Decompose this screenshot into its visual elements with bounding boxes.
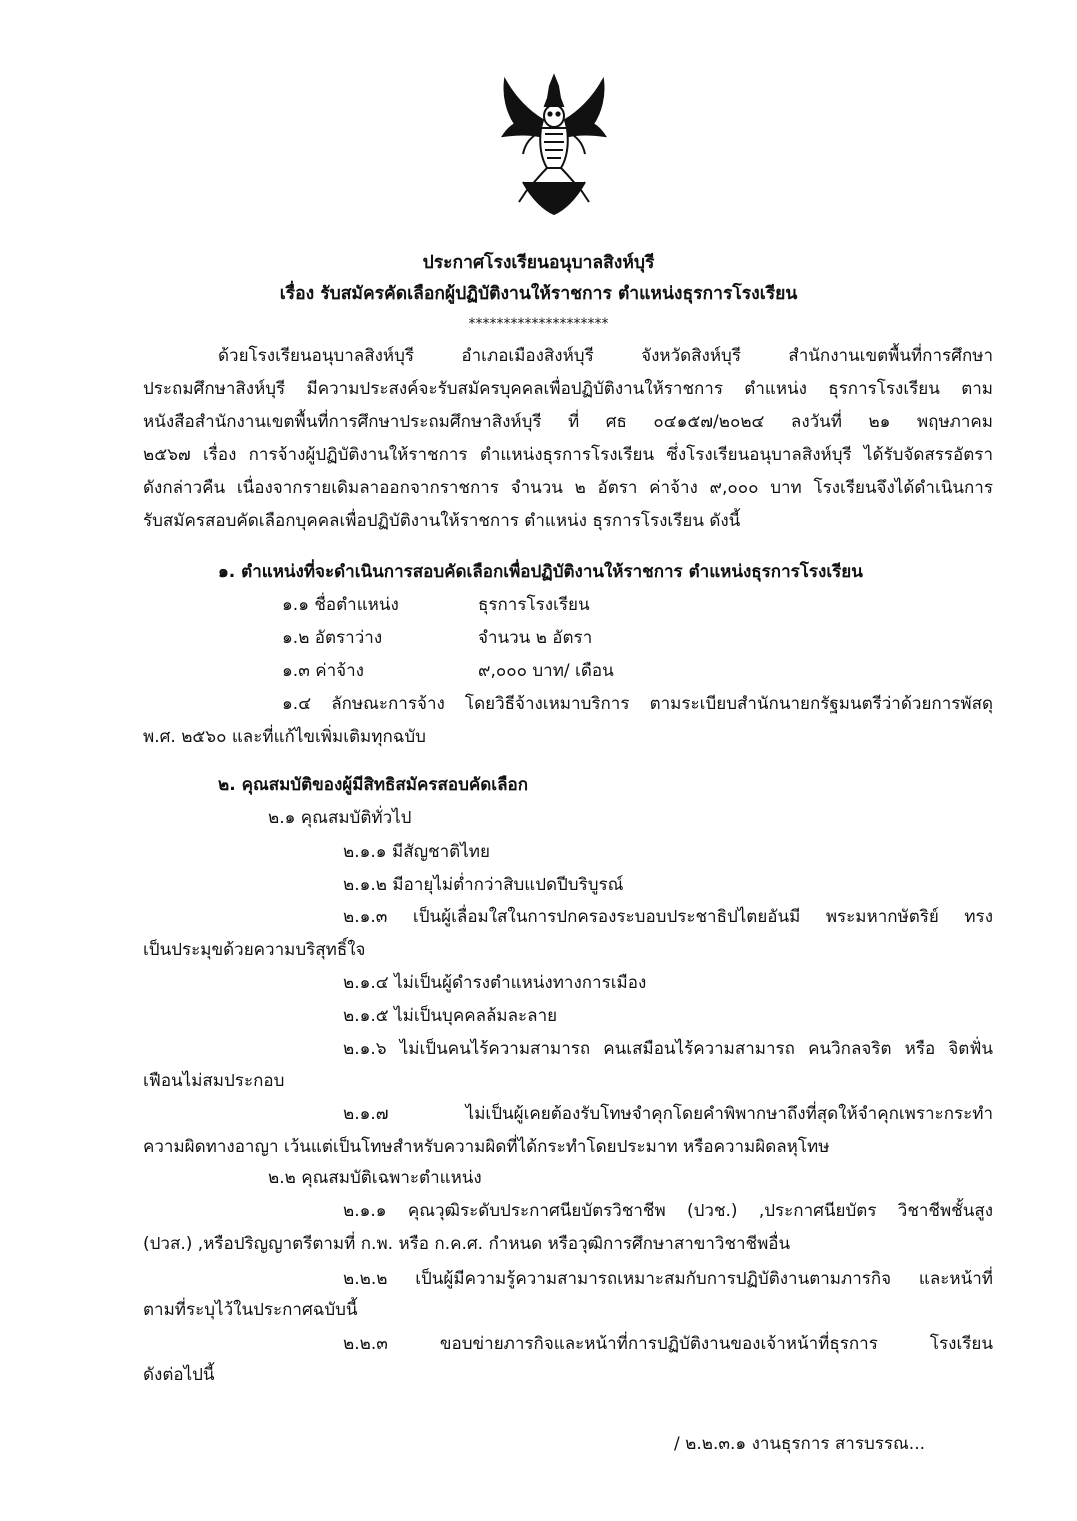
intro-line-2: ประถมศึกษาสิงห์บุรี มีความประสงค์จะรับสมัครบุคคลเพื่อปฏิบัติงานให้ราชการ ตำแหน่ง ธุรการโรงเรียน ตาม xyxy=(143,379,993,399)
section-2-heading: ๒. คุณสมบัติของผู้มีสิทธิสมัครสอบคัดเลือก xyxy=(218,775,529,795)
qualification-2-1-7-line-1: ๒.๑.๗ ไม่เป็นผู้เคยต้องรับโทษจำคุกโดยคำพิพากษาถึงที่สุดให้จำคุกเพราะกระทำ xyxy=(343,1104,993,1124)
vacancy-label: ๑.๒ อัตราว่าง xyxy=(282,628,383,648)
section-1-heading: ๑. ตำแหน่งที่จะดำเนินการสอบคัดเลือกเพื่อปฏิบัติงานให้ราชการ ตำแหน่งธุรการโรงเรียน xyxy=(218,562,863,582)
intro-line-4: ๒๕๖๗ เรื่อง การจ้างผู้ปฏิบัติงานให้ราชการ ตำแหน่งธุรการโรงเรียน ซึ่งโรงเรียนอนุบาลสิงห์บุรี ได้รับจัดสรรอัตรา xyxy=(143,445,993,465)
page-continuation: / ๒.๒.๓.๑ งานธุรการ สารบรรณ... xyxy=(674,1434,926,1454)
wage-label: ๑.๓ ค่าจ้าง xyxy=(282,661,364,681)
hiring-method-line-1: ๑.๔ ลักษณะการจ้าง โดยวิธีจ้างเหมาบริการ ตามระเบียบสำนักนายกรัฐมนตรีว่าด้วยการพัสดุ xyxy=(282,694,993,714)
qualification-2-1-5: ๒.๑.๕ ไม่เป็นบุคคลล้มละลาย xyxy=(343,1006,558,1026)
garuda-emblem xyxy=(493,72,615,218)
position-value: ธุรการโรงเรียน xyxy=(478,595,590,615)
qualification-2-1-3-line-1: ๒.๑.๓ เป็นผู้เลื่อมใสในการปกครองระบอบประชาธิปไตยอันมี พระมหากษัตริย์ ทรง xyxy=(343,907,993,927)
qualification-2-1-6-line-2: เฟือนไม่สมประกอบ xyxy=(143,1071,285,1091)
specific-qualifications-heading: ๒.๒ คุณสมบัติเฉพาะตำแหน่ง xyxy=(268,1168,482,1188)
vacancy-value: จำนวน ๒ อัตรา xyxy=(478,628,593,648)
title-separator: ******************** xyxy=(468,316,609,332)
qualification-2-2-2-line-2: ตามที่ระบุไว้ในประกาศฉบับนี้ xyxy=(143,1300,358,1320)
intro-line-3: หนังสือสำนักงานเขตพื้นที่การศึกษาประถมศึกษาสิงห์บุรี ที่ ศธ ๐๔๑๕๗/๒๐๒๔ ลงวันที่ ๒๑ พฤษภาคม xyxy=(143,412,993,432)
qualification-2-1-6-line-1: ๒.๑.๖ ไม่เป็นคนไร้ความสามารถ คนเสมือนไร้ความสามารถ คนวิกลจริต หรือ จิตฟั่น xyxy=(343,1039,993,1059)
qualification-2-1-1: ๒.๑.๑ มีสัญชาติไทย xyxy=(343,842,490,862)
qualification-2-1-7-line-2: ความผิดทางอาญา เว้นแต่เป็นโทษสำหรับความผิดที่ได้กระทำโดยประมาท หรือความผิดลหุโทษ xyxy=(143,1137,830,1157)
intro-line-5: ดังกล่าวคืน เนื่องจากรายเดิมลาออกจากราชการ จำนวน ๒ อัตรา ค่าจ้าง ๙,๐๐๐ บาท โรงเรียนจึงได้ดำเนินการ xyxy=(143,478,993,498)
intro-line-1: ด้วยโรงเรียนอนุบาลสิงห์บุรี อำเภอเมืองสิงห์บุรี จังหวัดสิงห์บุรี สำนักงานเขตพื้นที่การศึกษา xyxy=(218,346,993,366)
qualification-2-2-1-line-2: (ปวส.) ,หรือปริญญาตรีตามที่ ก.พ. หรือ ก.ค.ศ. กำหนด หรือวุฒิการศึกษาสาขาวิชาชีพอื่น xyxy=(143,1234,791,1254)
qualification-2-1-3-line-2: เป็นประมุขด้วยความบริสุทธิ์ใจ xyxy=(143,940,366,960)
qualification-2-2-1-line-1: ๒.๑.๑ คุณวุฒิระดับประกาศนียบัตรวิชาชีพ (ปวช.) ,ประกาศนียบัตร วิชาชีพชั้นสูง xyxy=(343,1201,993,1221)
qualification-2-2-3-line-2: ดังต่อไปนี้ xyxy=(143,1365,215,1385)
general-qualifications-heading: ๒.๑ คุณสมบัติทั่วไป xyxy=(268,808,412,828)
qualification-2-1-2: ๒.๑.๒ มีอายุไม่ต่ำกว่าสิบแปดปีบริบูรณ์ xyxy=(343,875,624,895)
qualification-2-2-3-line-1: ๒.๒.๓ ขอบข่ายภารกิจและหน้าที่การปฏิบัติงานของเจ้าหน้าที่ธุรการ โรงเรียน xyxy=(343,1334,993,1354)
position-label: ๑.๑ ชื่อตำแหน่ง xyxy=(282,595,399,615)
intro-line-6: รับสมัครสอบคัดเลือกบุคคลเพื่อปฏิบัติงานให้ราชการ ตำแหน่ง ธุรการโรงเรียน ดังนี้ xyxy=(143,511,741,531)
qualification-2-2-2-line-1: ๒.๒.๒ เป็นผู้มีความรู้ความสามารถเหมาะสมกับการปฏิบัติงานตามภารกิจ และหน้าที่ xyxy=(343,1269,993,1289)
qualification-2-1-4: ๒.๑.๔ ไม่เป็นผู้ดำรงตำแหน่งทางการเมือง xyxy=(343,973,647,993)
wage-value: ๙,๐๐๐ บาท/ เดือน xyxy=(478,661,614,681)
announcement-subject: เรื่อง รับสมัครคัดเลือกผู้ปฏิบัติงานให้ราชการ ตำแหน่งธุรการโรงเรียน xyxy=(279,284,798,304)
announcement-title: ประกาศโรงเรียนอนุบาลสิงห์บุรี xyxy=(422,253,655,273)
hiring-method-line-2: พ.ศ. ๒๕๖๐ และที่แก้ไขเพิ่มเติมทุกฉบับ xyxy=(143,727,426,747)
